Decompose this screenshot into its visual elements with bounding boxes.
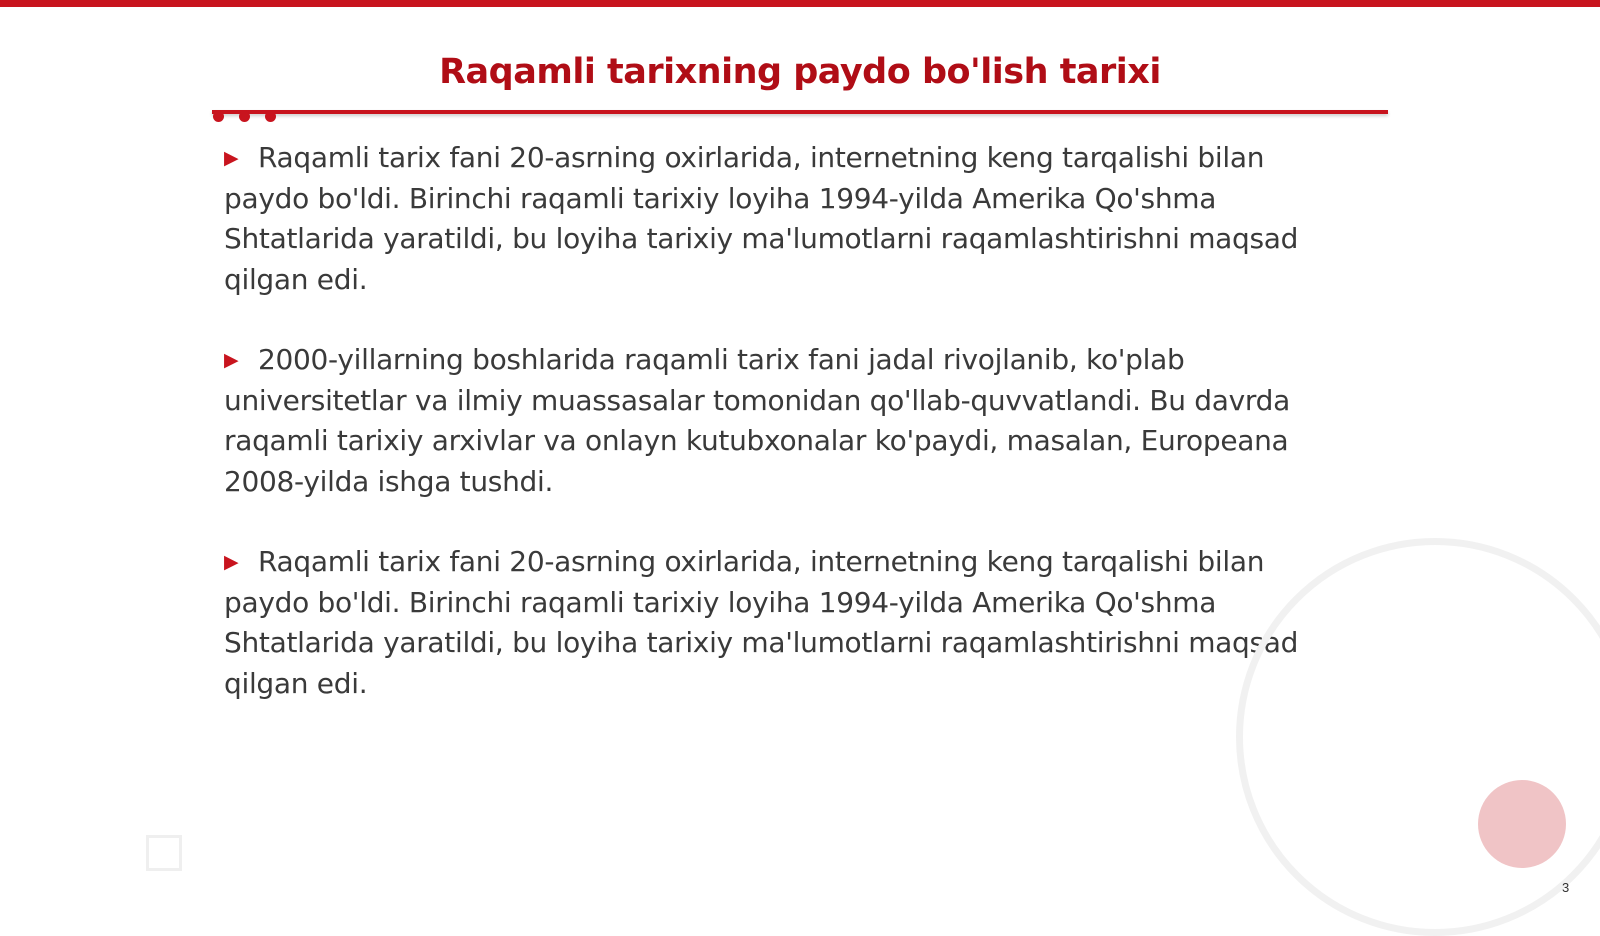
- bullet-text: Raqamli tarix fani 20-asrning oxirlarida, internetning keng tarqalishi bilan paydo bo'ldi. Birinchi raqamli tarixiy loyiha 1994-yilda Amerika Qo'shma Shtatlarida yaratildi, bu loyiha tarixiy ma'lumotlarni raqamlashtirishni maqsad qilgan edi.: [224, 545, 1299, 700]
- underline-dot: [239, 111, 250, 122]
- title-underline: [212, 108, 1388, 122]
- bullet-text: Raqamli tarix fani 20-asrning oxirlarida, internetning keng tarqalishi bilan paydo bo'ldi. Birinchi raqamli tarixiy loyiha 1994-yilda Amerika Qo'shma Shtatlarida yaratildi, bu loyiha tarixiy ma'lumotlarni raqamlashtirishni maqsad qilgan edi.: [224, 141, 1299, 296]
- bullet-paragraph: [224, 138, 1354, 300]
- decorative-square: [146, 835, 182, 871]
- bullet-paragraph: [224, 542, 1354, 704]
- top-accent-bar: [0, 0, 1600, 7]
- slide-body: [224, 138, 1354, 744]
- triangle-right-icon: ▶: [224, 551, 239, 573]
- triangle-right-icon: ▶: [224, 349, 239, 371]
- underline-dot: [213, 111, 224, 122]
- title-underline-line: [212, 110, 1388, 114]
- decorative-pink-circle: [1478, 780, 1566, 868]
- bullet-paragraph: [224, 340, 1354, 502]
- slide-title: Raqamli tarixning paydo bo'lish tarixi: [439, 52, 1161, 92]
- underline-dot: [265, 111, 276, 122]
- triangle-right-icon: ▶: [224, 147, 239, 169]
- page-number: 3: [1562, 880, 1570, 895]
- bullet-text: 2000-yillarning boshlarida raqamli tarix fani jadal rivojlanib, ko'plab universitetlar va ilmiy muassasalar tomonidan qo'llab-quvvatlandi. Bu davrda raqamli tarixiy arxivlar va onlayn kutubxonalar ko'paydi, masalan, Europeana 2008-yilda ishga tushdi.: [224, 343, 1290, 498]
